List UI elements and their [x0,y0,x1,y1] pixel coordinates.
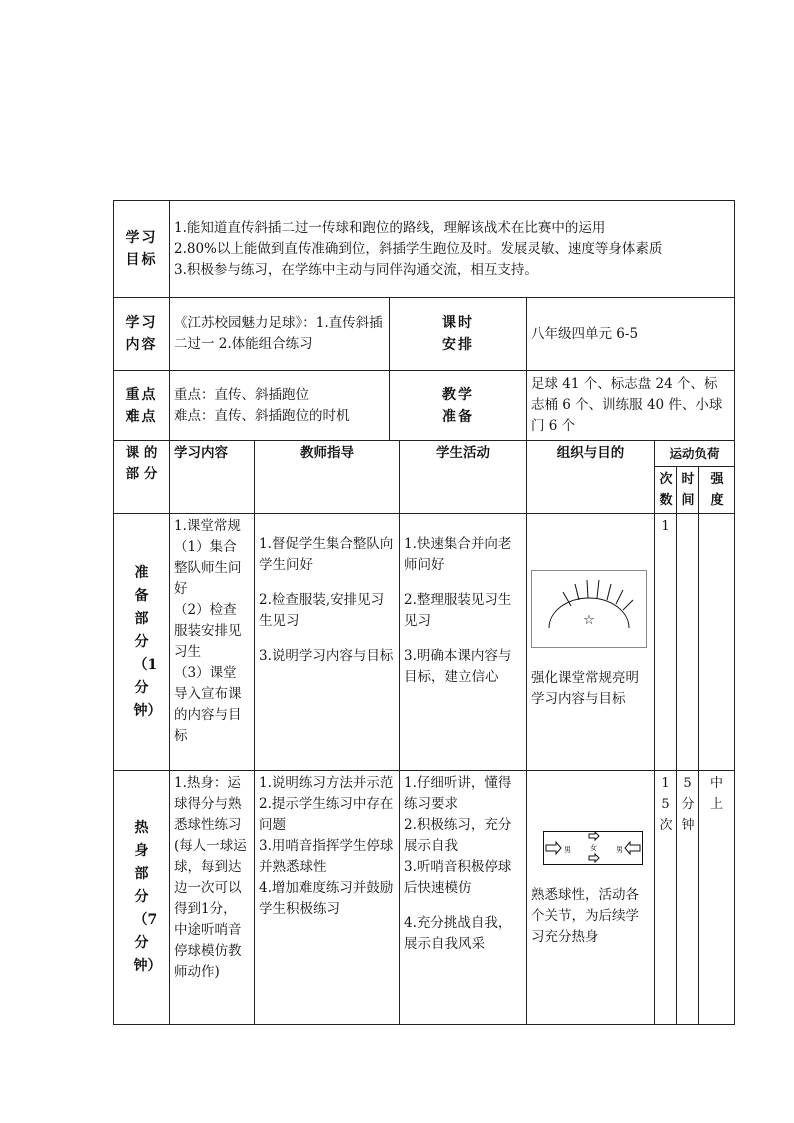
warmup-section-label: 热身部分（7分钟） [114,771,170,1025]
content-cell: 《江苏校园魅力足球》：1.直传斜插二过一 2.体能组合练习 [170,298,390,371]
warmup-teacher: 1.说明练习方法并示范 2.提示学生练习中存在问题 3.用哨音指挥学生停球并熟悉球性 4.增加难度练习并鼓励学生积极练习 [255,771,400,1025]
content-row [114,298,735,371]
svg-text:☆: ☆ [583,613,595,628]
prep-content: 1.课堂常规 （1）集合整队师生问好 （2）检查服装安排见习生 （3）课堂导入宣布课的内容与目标 [170,514,255,771]
warmup-org-text: 熟悉球性，活动各个关节，为后续学习充分热身 [531,887,639,945]
header-times: 次数 [655,467,677,514]
content-label: 学习内容 [114,298,170,371]
warmup-org [527,771,655,1025]
formation-diagram [531,570,647,648]
header-content: 学习内容 [170,441,255,514]
diagram-label-center: 女 [590,844,597,852]
prep-org [527,514,655,771]
header-duration: 时间 [677,467,699,514]
key-cell [170,371,390,441]
prep-student: 1.快速集合并向老师问好 2.整理服装见习生见习 3.明确本课内容与目标，建立信心 [400,514,527,771]
header-row [114,441,735,467]
prep-duration [677,514,699,771]
key-label: 重点难点 [114,371,170,441]
header-intensity: 强度 [699,467,735,514]
diagram-label-left: 男 [564,846,571,854]
schedule-cell: 八年级四单元 6-5 [527,298,735,371]
prep-teacher: 1.督促学生集合整队向学生问好 2.检查服装,安排见习生见习 3.说明学习内容与目标 [255,514,400,771]
warmup-times: 15次 [655,771,677,1025]
warmup-student: 1.仔细听讲，懂得练习要求 2.积极练习，充分展示自我 3.听哨音积极停球后快速模仿 4.充分挑战自我，展示自我风采 [400,771,527,1025]
key-point: 重点：直传、斜插跑位 [174,386,309,403]
goals-label: 学习目标 [114,201,170,298]
goals-cell [170,201,735,298]
difficult-point: 难点：直传、斜插跑位的时机 [174,407,350,424]
header-org: 组织与目的 [527,441,655,514]
prep-section-label: 准备部分（1分钟） [114,514,170,771]
key-row [114,371,735,441]
goal-2: 2.80%以上能做到直传准确到位，斜插学生跑位及时。发展灵敏、速度等身体素质 [174,240,663,257]
header-student: 学生活动 [400,441,527,514]
warmup-content: 1.热身：运球得分与熟悉球性练习(每人一球运球，每到达边一次可以得到1分，中途听哨音停球模仿教师动作) [170,771,255,1025]
warmup-row [114,771,735,1025]
prep-org-text: 强化课堂常规亮明学习内容与目标 [531,670,639,707]
equipment-label: 教学准备 [390,371,527,441]
lesson-plan-table [113,200,735,1025]
goal-3: 3.积极参与练习，在学练中主动与同伴沟通交流，相互支持。 [174,261,538,278]
diagram-label-right: 男 [616,846,623,854]
goals-row [114,201,735,298]
warmup-intensity: 中上 [699,771,735,1025]
header-teacher: 教师指导 [255,441,400,514]
schedule-label: 课时安排 [390,298,527,371]
goal-1: 1.能知道直传斜插二过一传球和跑位的路线，理解该战术在比赛中的运用 [174,219,606,236]
prep-row [114,514,735,771]
warmup-duration: 5分钟 [677,771,699,1025]
prep-intensity [699,514,735,771]
prep-times: 1 [655,514,677,771]
warmup-diagram [543,831,643,865]
header-load: 运动负荷 [655,441,735,467]
equipment-cell: 足球 41 个、标志盘 24 个、标志桶 6 个、训练服 40 件、小球门 6 个 [527,371,735,441]
header-part: 课 的 部 分 [114,441,170,514]
